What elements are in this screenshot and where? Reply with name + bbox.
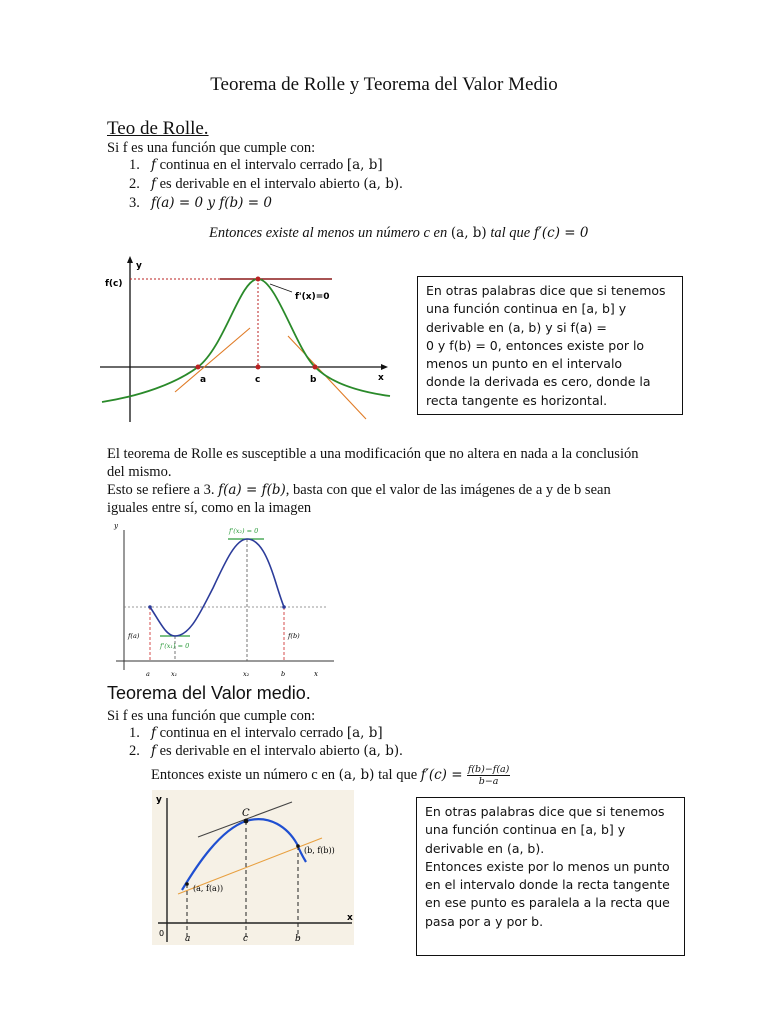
fc-label: f(c)	[105, 279, 123, 289]
b-label: b	[310, 375, 317, 385]
conclusion-math: (a, b)	[450, 225, 487, 241]
item-end: .	[399, 176, 403, 192]
a-label: a	[200, 375, 207, 385]
rolle-item-2	[129, 176, 403, 193]
x-axis-label: x	[378, 373, 384, 383]
rolle-heading: Teo de Rolle.	[107, 118, 209, 139]
c-top-label: C	[242, 808, 250, 819]
b-label: b	[295, 934, 301, 944]
box-line: recta tangente es horizontal.	[426, 392, 608, 408]
rolle-explanation-box	[417, 276, 683, 415]
tvm-heading: Teorema del Valor medio.	[107, 683, 311, 703]
item-text: continua en el intervalo cerrado	[156, 157, 347, 173]
point-b	[282, 605, 286, 609]
x-axis-label: x	[347, 913, 353, 923]
box-line: en el intervalo donde la recta tangente	[425, 877, 670, 893]
tvm-item-2	[129, 743, 403, 760]
box-line: en ese punto es paralela a la recta que	[425, 895, 670, 911]
item-number: 1.	[129, 725, 140, 741]
box-line: una función continua en [a, b] y	[425, 822, 626, 838]
item-text: es derivable en el intervalo abierto	[156, 176, 364, 192]
a-label: a	[185, 934, 191, 944]
tvm-item-1	[129, 725, 383, 742]
c-label: c	[243, 934, 249, 944]
conclusion-math: (a, b)	[338, 766, 375, 783]
point-a	[196, 365, 201, 370]
y-axis-label: y	[136, 261, 142, 271]
box-line: En otras palabras dice que si tenemos	[425, 804, 665, 819]
y-axis-label: y	[156, 795, 162, 805]
box-line: pasa por a y por b.	[425, 913, 544, 929]
item-number: 1.	[129, 157, 140, 173]
item-text: es derivable en el intervalo abierto	[156, 743, 364, 759]
conclusion-math: f′(c) =	[420, 766, 467, 783]
modification-line-3	[107, 481, 611, 499]
point-c	[244, 819, 249, 824]
item-f: f	[151, 176, 156, 192]
box-line: En otras palabras dice que si tenemos	[426, 283, 666, 298]
item-f: f	[151, 725, 156, 741]
box-line: una función continua en [a, b] y	[426, 301, 627, 317]
b-label: b	[281, 670, 286, 678]
item-math: [a, b]	[346, 157, 383, 173]
item-math: (a, b)	[363, 176, 400, 192]
modification-line-2: del mismo.	[107, 464, 172, 480]
line-math: f(a) = f(b)	[218, 482, 286, 498]
item-end: .	[399, 743, 403, 759]
item-f: f	[151, 157, 156, 173]
box-line: Entonces existe por lo menos un punto	[425, 858, 670, 874]
modified-rolle-graph	[108, 518, 340, 680]
origin-label: 0	[159, 929, 165, 938]
box-line: 0 y f(b) = 0, entonces existe por lo	[426, 337, 645, 353]
tvm-graph	[152, 790, 354, 945]
box-line: derivable en (a, b).	[425, 840, 545, 856]
a-label: a	[146, 670, 150, 678]
item-number: 2.	[129, 743, 140, 759]
point-b	[296, 844, 300, 848]
item-math: f(a) = 0 y f(b) = 0	[151, 195, 272, 211]
item-f: f	[151, 743, 156, 759]
page-title: Teorema de Rolle y Teorema del Valor Medio	[210, 74, 558, 95]
mean-value-fraction	[467, 764, 511, 787]
fraction-denominator: b−a	[478, 776, 499, 787]
rolle-curve	[102, 279, 390, 402]
item-number: 3.	[129, 195, 140, 211]
tvm-conclusion	[151, 764, 510, 787]
conclusion-text: Entonces existe al menos un número c en	[209, 225, 451, 241]
tvm-explanation-box	[416, 797, 685, 956]
conclusion-text: Entonces existe un número c en	[151, 766, 339, 783]
tangent-at-a	[175, 328, 250, 392]
box-line: derivable en (a, b) y si f(a) =	[426, 319, 607, 335]
modified-curve	[150, 539, 284, 636]
tvm-intro: Si f es una función que cumple con:	[107, 708, 316, 724]
rolle-conclusion	[209, 224, 588, 242]
fb-label: f(b)	[288, 632, 300, 640]
point-c-axis	[256, 365, 261, 370]
y-axis-arrow	[127, 256, 133, 263]
x-axis-label: x	[314, 670, 318, 678]
line-text: , basta con que el valor de las imágenes de a y de b sean	[285, 482, 611, 498]
point-c	[256, 277, 261, 282]
item-math: (a, b)	[363, 743, 400, 759]
box-line: donde la derivada es cero, donde la	[426, 374, 651, 390]
point-a	[185, 882, 189, 886]
fa-label: f(a)	[128, 632, 140, 640]
modification-line-4: iguales entre sí, como en la imagen	[107, 500, 312, 516]
graph-background	[152, 790, 354, 945]
item-math: [a, b]	[346, 725, 383, 741]
deriv-bottom-label: f'(x₁) = 0	[160, 642, 190, 650]
box-line: menos un punto en el intervalo	[426, 356, 623, 372]
x2-label: x₂	[243, 670, 250, 678]
pa-label: (a, f(a))	[193, 884, 224, 893]
x1-label: x₁	[171, 670, 178, 678]
point-b	[313, 365, 318, 370]
deriv-top-label: f'(x₂) = 0	[229, 527, 259, 535]
rolle-item-3	[129, 195, 272, 212]
item-text: continua en el intervalo cerrado	[156, 725, 347, 741]
conclusion-text: tal que	[374, 766, 421, 783]
item-number: 2.	[129, 176, 140, 192]
line-text: Esto se refiere a 3.	[107, 482, 219, 498]
rolle-intro: Si f es una función que cumple con:	[107, 140, 316, 156]
fraction-numerator: f(b)−f(a)	[467, 764, 510, 775]
rolle-item-1	[129, 157, 383, 174]
y-axis-label: y	[114, 522, 118, 530]
x-axis-arrow	[381, 364, 388, 370]
modification-line-1: El teorema de Rolle es susceptible a una modificación que no altera en nada a la conclusión	[107, 446, 639, 462]
c-label: c	[255, 375, 261, 385]
pb-label: (b, f(b))	[304, 846, 335, 855]
point-a	[148, 605, 152, 609]
conclusion-text: tal que	[486, 225, 534, 241]
rolle-graph	[100, 254, 395, 424]
conclusion-math: f′(c) = 0	[533, 225, 589, 241]
deriv-label: f'(x)=0	[295, 292, 330, 302]
